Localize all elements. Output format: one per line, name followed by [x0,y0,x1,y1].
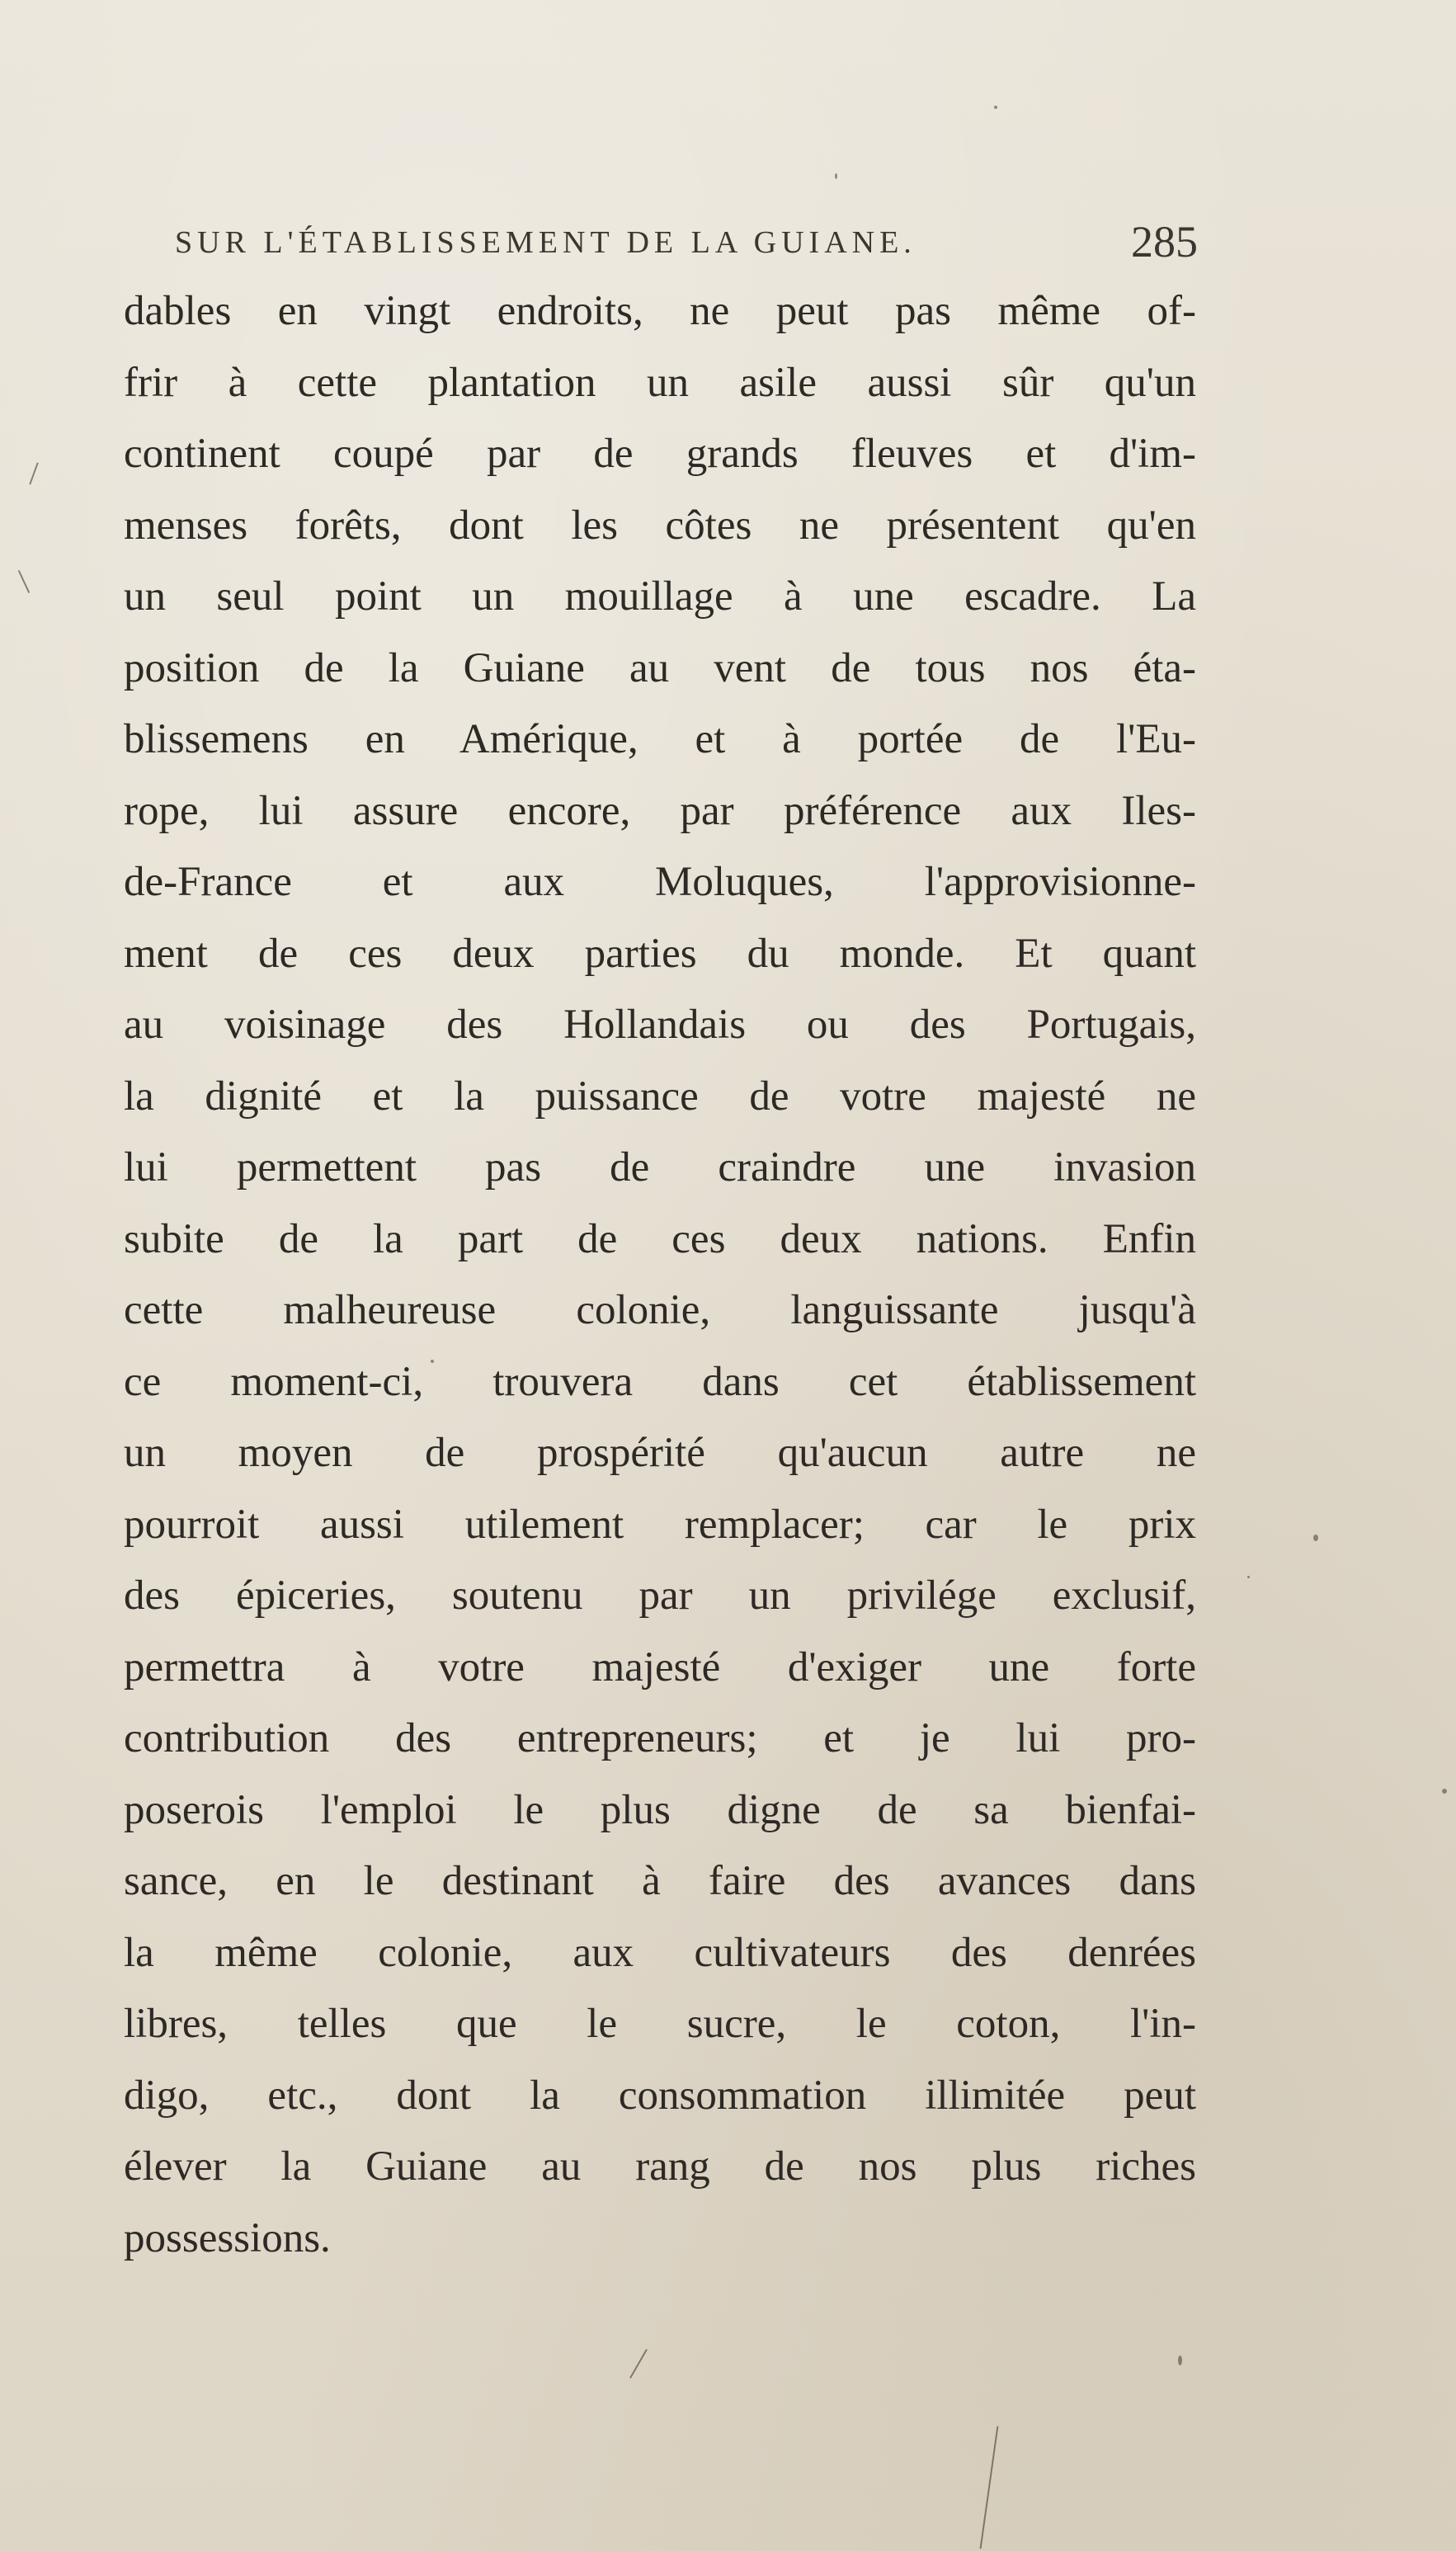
text-line: libres, telles que le sucre, le coton, l'in- [124,2001,1196,2047]
text-line: sance, en le destinant à faire des avances dans [124,1858,1196,1904]
text-line: ce moment-ci, trouvera dans cet établissement [124,1358,1196,1405]
text-line: frir à cette plantation un asile aussi sûr qu'un [124,359,1196,406]
paper-mark [29,463,38,485]
text-line: un seul point un mouillage à une escadre. La [124,573,1196,620]
text-line: des épiceries, soutenu par un privilége exclusif, [124,1573,1196,1619]
paper-speck [1442,1789,1447,1794]
text-line: ment de ces deux parties du monde. Et quant [124,930,1196,977]
text-line: menses forêts, dont les côtes ne présentent qu'en [124,502,1196,549]
page-number: 285 [1131,217,1198,266]
text-line: subite de la part de ces deux nations. Enfin [124,1215,1196,1262]
text-line: possessions. [124,2214,331,2261]
text-line: de-France et aux Moluques, l'approvisionne- [124,859,1196,905]
text-line: blissemens en Amérique, et à portée de l'Eu- [124,716,1196,762]
paper-speck [1178,2355,1182,2365]
paper-speck [835,173,837,179]
paper-speck [994,106,997,109]
text-line: au voisinage des Hollandais ou des Portugais, [124,1002,1196,1048]
text-line: lui permettent pas de craindre une invasion [124,1144,1196,1191]
text-line: la dignité et la puissance de votre majesté ne [124,1073,1196,1120]
text-line: digo, etc., dont la consommation illimitée peut [124,2072,1196,2119]
text-line: élever la Guiane au rang de nos plus riches [124,2143,1196,2190]
text-line: dables en vingt endroits, ne peut pas même of- [124,288,1196,334]
text-line: cette malheureuse colonie, languissante jusqu'à [124,1287,1196,1333]
text-line: continent coupé par de grands fleuves et d'im- [124,431,1196,477]
paper-speck [1313,1535,1318,1541]
text-line: un moyen de prospérité qu'aucun autre ne [124,1430,1196,1476]
paper-speck [1247,1576,1250,1578]
text-line: rope, lui assure encore, par préférence aux Iles- [124,787,1196,834]
body-text [124,276,1196,2274]
text-line: contribution des entrepreneurs; et je lui pro- [124,1715,1196,1761]
paper-mark [18,570,30,593]
text-line: permettra à votre majesté d'exiger une forte [124,1643,1196,1690]
running-head [175,216,1198,274]
text-line: poserois l'emploi le plus digne de sa bienfai- [124,1786,1196,1833]
text-line: pourroit aussi utilement remplacer; car le prix [124,1501,1196,1548]
paper-mark [980,2426,999,2549]
paper-mark [629,2349,648,2379]
text-line: position de la Guiane au vent de tous nos éta- [124,644,1196,691]
text-line: la même colonie, aux cultivateurs des denrées [124,1929,1196,1976]
running-head-title: SUR L'ÉTABLISSEMENT DE LA GUIANE. [175,225,916,260]
